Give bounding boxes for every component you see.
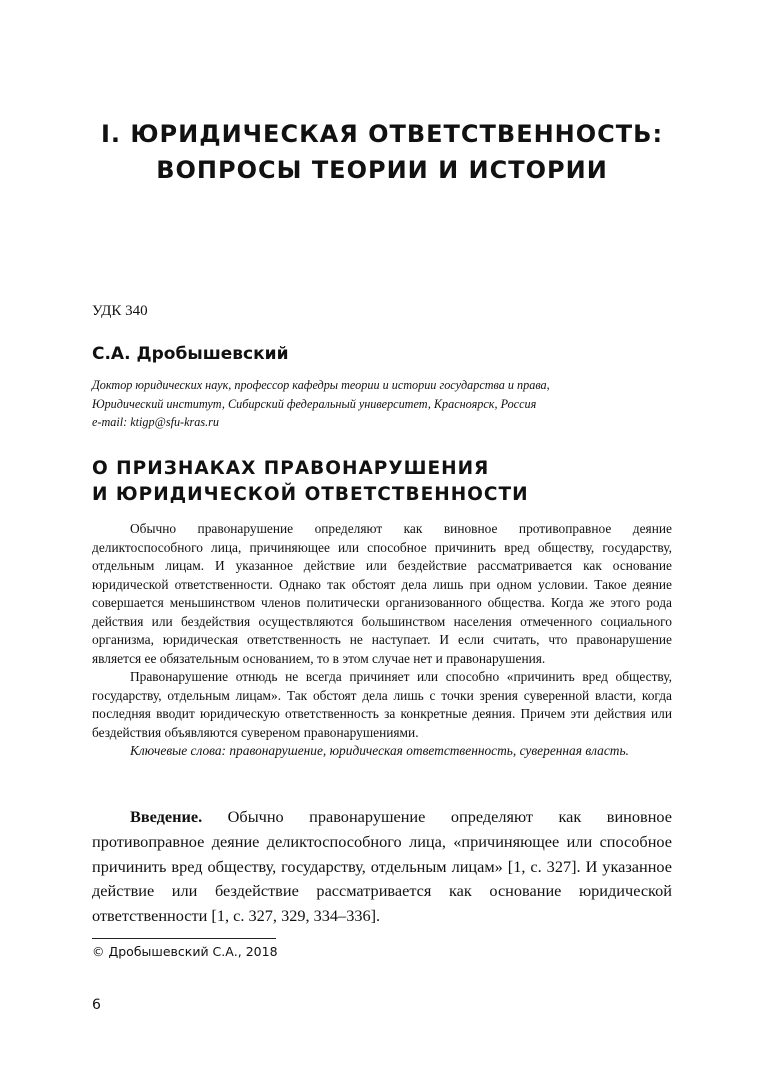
page-number: 6 — [92, 997, 101, 1013]
affiliation-line-1: Доктор юридических наук, профессор кафедры теории и истории государства и права, — [92, 378, 550, 392]
udc-code: УДК 340 — [92, 303, 148, 319]
abstract — [92, 520, 672, 761]
section-title-line-1: I. ЮРИДИЧЕСКАЯ ОТВЕТСТВЕННОСТЬ: — [100, 120, 664, 148]
abstract-paragraph-2: Правонарушение отнюдь не всегда причиняет или способно «причинить вред обществу, государству, отдельным лицам». Так обстоят дела лишь с точки зрения суверенной власти, когда последняя вводит юридическую ответственность за конкретные деяния. Причем эти действия или бездействия объявляются сувереном правонарушениями. — [92, 669, 672, 740]
section-title — [0, 116, 764, 188]
article-title-line-1: О ПРИЗНАКАХ ПРАВОНАРУШЕНИЯ — [92, 458, 490, 479]
abstract-paragraph-1: Обычно правонарушение определяют как виновное противоправное деяние деликтоспособного лица, причиняющее или способное причинить вред обществу, государству, отдельным лицам. И указанное действие или бездействие рассматривается как основание юридической ответственности. Однако так обстоят дела лишь при одном условии. Такое деяние совершается меньшинством членов политически организованного общества. Когда же этого рода действия или бездействия осуществляются большинством населения отмеченного социального организма, юридическая ответственность не наступает. И если считать, что правонарушение является ее обязательным основанием, то в этом случае нет и правонарушения. — [92, 521, 672, 666]
footnote-divider — [92, 938, 276, 939]
author-name: С.А. Дробышевский — [92, 344, 289, 364]
keywords: Ключевые слова: правонарушение, юридическая ответственность, суверенная власть. — [130, 743, 629, 758]
introduction-text: Обычно правонарушение определяют как виновное противоправное деяние деликтоспособного лица, «причиняющее или способное причинить вред обществу, государству, отдельным лицам» [1, с. 327]. И указанное действие или бездействие рассматривается как основание юридической ответственности [1, с. 327, 329, 334–336]. — [92, 807, 672, 926]
affiliation-email: e-mail: ktigp@sfu-kras.ru — [92, 415, 219, 429]
section-title-line-2: ВОПРОСЫ ТЕОРИИ И ИСТОРИИ — [156, 156, 608, 184]
article-title-line-2: И ЮРИДИЧЕСКОЙ ОТВЕТСТВЕННОСТИ — [92, 484, 529, 505]
introduction-paragraph — [92, 805, 672, 929]
affiliation-line-2: Юридический институт, Сибирский федеральный университет, Красноярск, Россия — [92, 396, 537, 411]
author-affiliation — [92, 376, 692, 432]
article-title — [92, 456, 529, 508]
copyright-footnote: © Дробышевский С.А., 2018 — [92, 944, 278, 959]
introduction-heading: Введение. — [130, 807, 203, 826]
